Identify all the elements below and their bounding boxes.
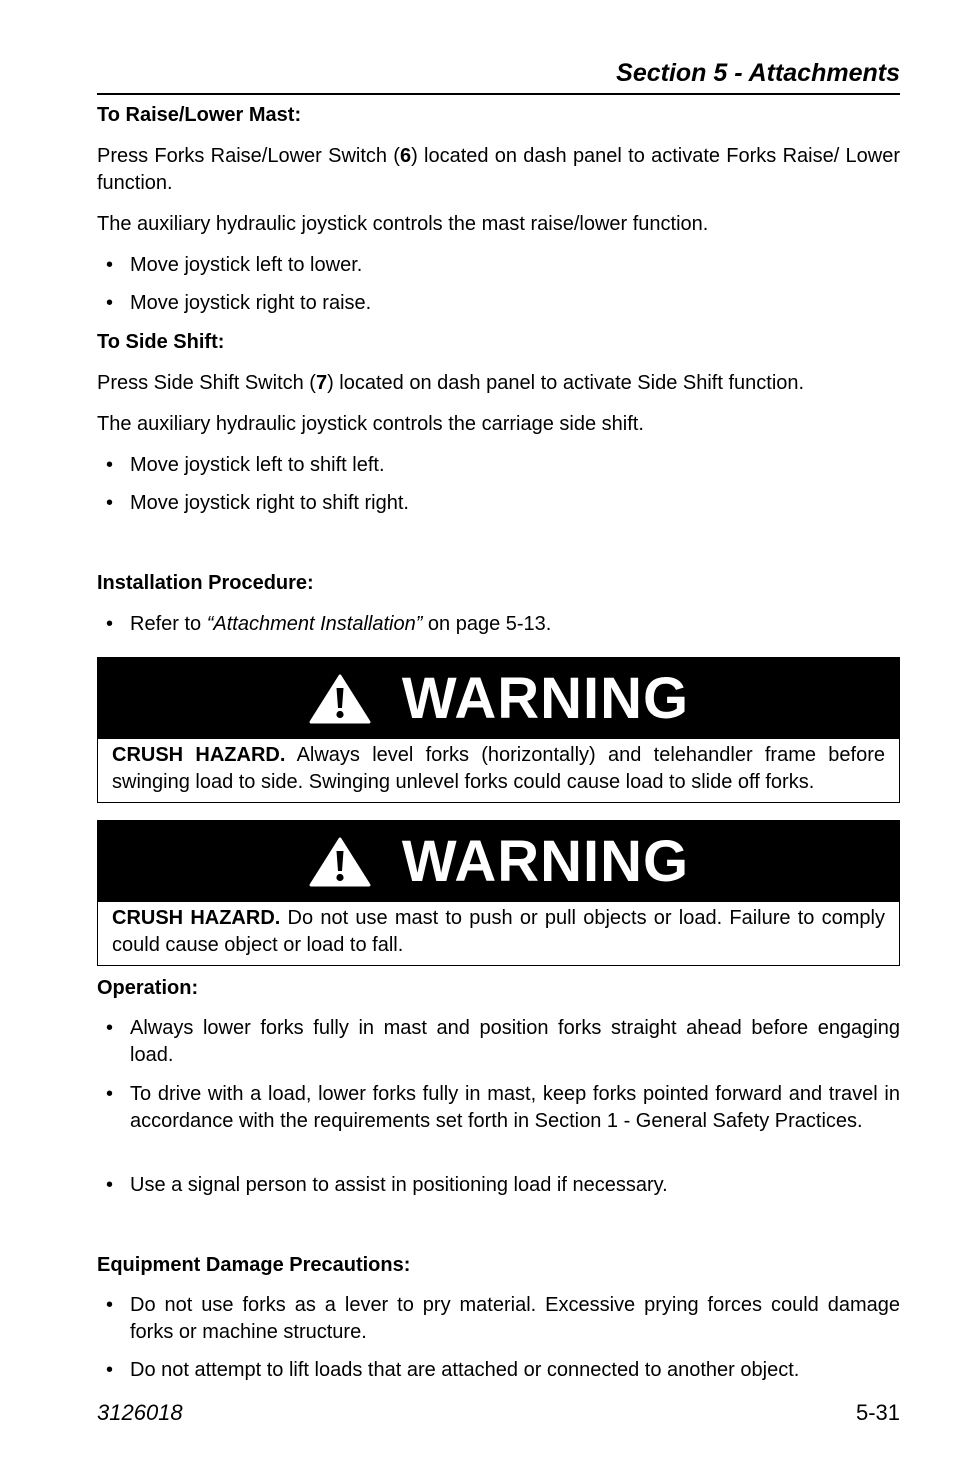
warning-box <box>97 820 900 966</box>
raise-lower-paragraph-1: Press Forks Raise/Lower Switch (6) located on dash panel to activate Forks Raise/ Lower function. <box>97 145 901 194</box>
warning-text: CRUSH HAZARD. Do not use mast to push or pull objects or load. Failure to comply could cause object or load to fall. <box>112 907 885 956</box>
side-shift-heading: To Side Shift: <box>97 331 225 353</box>
side-shift-paragraph-2: The auxiliary hydraulic joystick controls the carriage side shift. <box>97 413 644 435</box>
warning-text: CRUSH HAZARD. Always level forks (horizontally) and telehandler frame before swinging load to side. Swinging unlevel forks could cause load to slide off forks. <box>112 744 885 793</box>
warning-box <box>97 657 900 803</box>
list-item: • Do not use forks as a lever to pry material. Excessive prying forces could damage forks or machine structure. <box>106 1294 900 1343</box>
list-item: • Move joystick right to shift right. <box>106 492 409 514</box>
raise-lower-heading: To Raise/Lower Mast: <box>97 104 302 126</box>
list-item: • To drive with a load, lower forks fully in mast, keep forks pointed forward and travel in accordance with the requirements set forth in Section 1 - General Safety Practices. <box>106 1083 900 1132</box>
list-item: • Move joystick left to shift left. <box>106 454 385 476</box>
warning-triangle-icon <box>308 836 372 888</box>
list-item: • Always lower forks fully in mast and position forks straight ahead before engaging load. <box>106 1017 900 1066</box>
installation-heading: Installation Procedure: <box>97 572 314 594</box>
list-item: • Use a signal person to assist in positioning load if necessary. <box>106 1174 668 1196</box>
list-item: • Do not attempt to lift loads that are attached or connected to another object. <box>106 1359 800 1381</box>
warning-banner <box>98 821 899 902</box>
document-number: 3126018 <box>97 1400 183 1425</box>
damage-heading: Equipment Damage Precautions: <box>97 1254 411 1276</box>
warning-banner <box>98 658 899 739</box>
page-number: 5-31 <box>855 1400 900 1425</box>
operation-heading: Operation: <box>97 977 199 999</box>
section-header: Section 5 - Attachments <box>97 57 900 95</box>
warning-triangle-icon <box>308 673 372 725</box>
list-item: • Move joystick right to raise. <box>106 292 372 314</box>
raise-lower-paragraph-2: The auxiliary hydraulic joystick controls the mast raise/lower function. <box>97 213 709 235</box>
list-item: • Refer to “Attachment Installation” on page 5-13. <box>106 613 552 635</box>
warning-title: WARNING <box>401 829 690 894</box>
warning-title: WARNING <box>401 666 690 731</box>
list-item: • Move joystick left to lower. <box>106 254 363 276</box>
side-shift-paragraph-1: Press Side Shift Switch (7) located on dash panel to activate Side Shift function. <box>97 372 805 394</box>
cross-reference: “Attachment Installation” <box>206 613 423 635</box>
